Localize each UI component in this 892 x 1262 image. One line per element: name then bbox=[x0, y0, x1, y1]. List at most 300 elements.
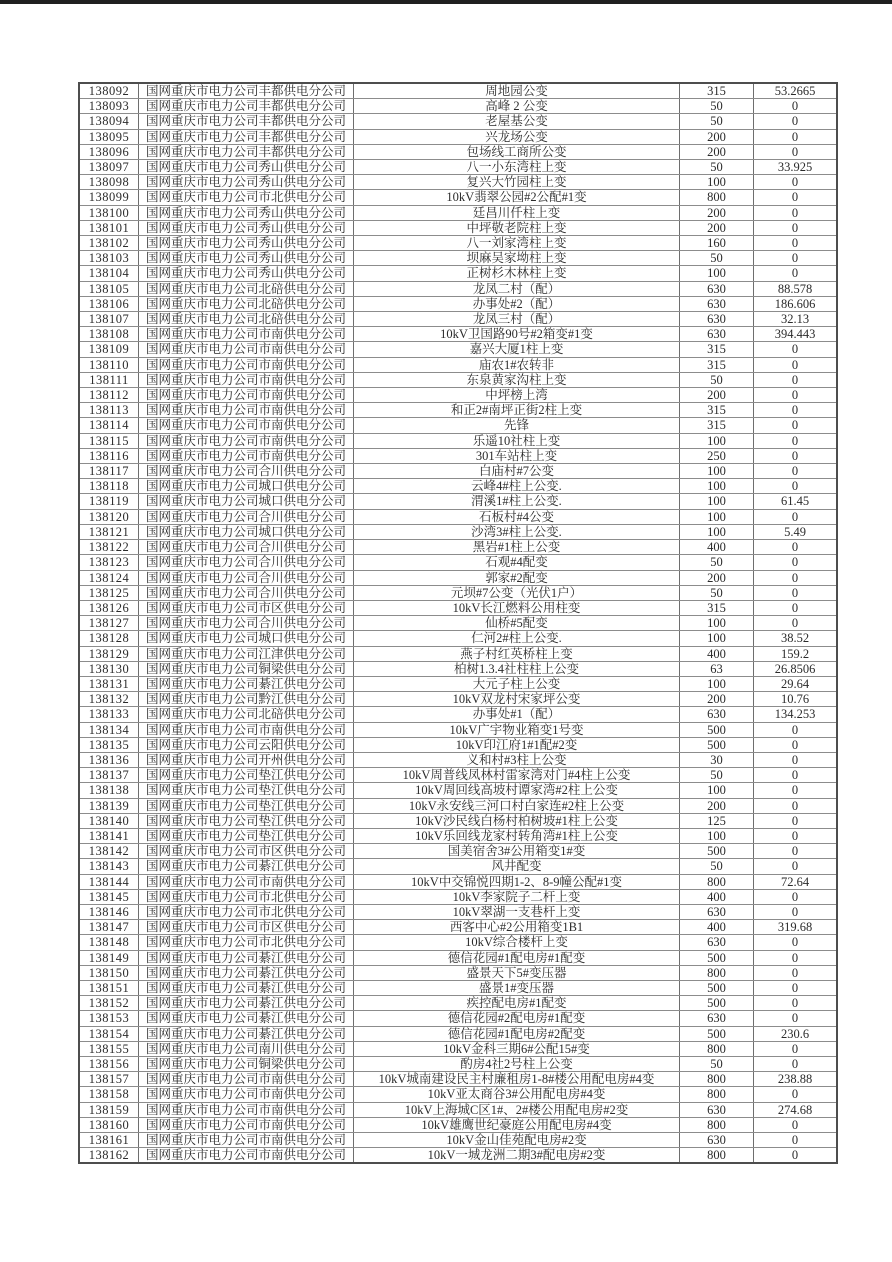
cell-company: 国网重庆市电力公司北碚供电分公司 bbox=[139, 296, 354, 311]
table-row bbox=[79, 1117, 837, 1132]
cell-station-name: 坝麻吴家坳柱上变 bbox=[354, 251, 680, 266]
cell-value: 0 bbox=[754, 904, 838, 919]
cell-station-name: 10kV金山佳苑配电房#2变 bbox=[354, 1133, 680, 1148]
cell-station-name: 中坪榜上湾 bbox=[354, 388, 680, 403]
cell-capacity: 125 bbox=[680, 813, 754, 828]
table-body bbox=[79, 83, 837, 1163]
cell-capacity: 100 bbox=[680, 631, 754, 646]
cell-value: 0 bbox=[754, 205, 838, 220]
cell-value: 0 bbox=[754, 540, 838, 555]
cell-company: 国网重庆市电力公司市南供电分公司 bbox=[139, 448, 354, 463]
cell-value: 394.443 bbox=[754, 327, 838, 342]
cell-company: 国网重庆市电力公司秀山供电分公司 bbox=[139, 236, 354, 251]
cell-capacity: 50 bbox=[680, 585, 754, 600]
cell-company: 国网重庆市电力公司市南供电分公司 bbox=[139, 1087, 354, 1102]
cell-station-name: 10kV沙民线白杨村柏树坡#1柱上公变 bbox=[354, 813, 680, 828]
cell-capacity: 630 bbox=[680, 1133, 754, 1148]
cell-value: 0 bbox=[754, 737, 838, 752]
cell-company: 国网重庆市电力公司秀山供电分公司 bbox=[139, 160, 354, 175]
cell-company: 国网重庆市电力公司垫江供电分公司 bbox=[139, 813, 354, 828]
cell-station-name: 周地园公变 bbox=[354, 83, 680, 99]
cell-company: 国网重庆市电力公司綦江供电分公司 bbox=[139, 965, 354, 980]
table-row bbox=[79, 296, 837, 311]
cell-value: 0 bbox=[754, 342, 838, 357]
table-row bbox=[79, 889, 837, 904]
cell-capacity: 200 bbox=[680, 220, 754, 235]
cell-capacity: 50 bbox=[680, 99, 754, 114]
cell-company: 国网重庆市电力公司垫江供电分公司 bbox=[139, 828, 354, 843]
cell-row-id: 138132 bbox=[79, 692, 139, 707]
cell-value: 0 bbox=[754, 980, 838, 995]
cell-station-name: 10kV中交锦悦四期1-2、8-9幢公配#1变 bbox=[354, 874, 680, 889]
cell-row-id: 138160 bbox=[79, 1117, 139, 1132]
cell-row-id: 138097 bbox=[79, 160, 139, 175]
table-row bbox=[79, 312, 837, 327]
cell-row-id: 138144 bbox=[79, 874, 139, 889]
cell-value: 0 bbox=[754, 889, 838, 904]
cell-station-name: 东泉黄家沟柱上变 bbox=[354, 372, 680, 387]
cell-value: 134.253 bbox=[754, 707, 838, 722]
cell-station-name: 兴龙场公变 bbox=[354, 129, 680, 144]
cell-value: 0 bbox=[754, 464, 838, 479]
cell-company: 国网重庆市电力公司市南供电分公司 bbox=[139, 1102, 354, 1117]
cell-station-name: 老屋基公变 bbox=[354, 114, 680, 129]
cell-value: 0 bbox=[754, 965, 838, 980]
cell-company: 国网重庆市电力公司城口供电分公司 bbox=[139, 631, 354, 646]
cell-station-name: 沙湾3#柱上公变. bbox=[354, 524, 680, 539]
table-row bbox=[79, 904, 837, 919]
table-row bbox=[79, 844, 837, 859]
cell-value: 38.52 bbox=[754, 631, 838, 646]
cell-row-id: 138126 bbox=[79, 600, 139, 615]
cell-value: 319.68 bbox=[754, 920, 838, 935]
cell-company: 国网重庆市电力公司市南供电分公司 bbox=[139, 1117, 354, 1132]
cell-station-name: 10kV综合楼杆上变 bbox=[354, 935, 680, 950]
cell-row-id: 138103 bbox=[79, 251, 139, 266]
cell-value: 0 bbox=[754, 372, 838, 387]
cell-capacity: 500 bbox=[680, 722, 754, 737]
cell-capacity: 100 bbox=[680, 266, 754, 281]
cell-capacity: 50 bbox=[680, 372, 754, 387]
cell-row-id: 138161 bbox=[79, 1133, 139, 1148]
cell-row-id: 138149 bbox=[79, 950, 139, 965]
cell-capacity: 630 bbox=[680, 312, 754, 327]
table-row bbox=[79, 980, 837, 995]
cell-row-id: 138140 bbox=[79, 813, 139, 828]
table-row bbox=[79, 631, 837, 646]
table-row bbox=[79, 813, 837, 828]
cell-row-id: 138094 bbox=[79, 114, 139, 129]
cell-row-id: 138114 bbox=[79, 418, 139, 433]
cell-row-id: 138100 bbox=[79, 205, 139, 220]
table-row bbox=[79, 464, 837, 479]
cell-company: 国网重庆市电力公司市南供电分公司 bbox=[139, 1072, 354, 1087]
cell-capacity: 100 bbox=[680, 479, 754, 494]
cell-station-name: 郭家#2配变 bbox=[354, 570, 680, 585]
cell-capacity: 500 bbox=[680, 1026, 754, 1041]
cell-value: 33.925 bbox=[754, 160, 838, 175]
cell-value: 0 bbox=[754, 220, 838, 235]
cell-row-id: 138118 bbox=[79, 479, 139, 494]
cell-company: 国网重庆市电力公司市区供电分公司 bbox=[139, 600, 354, 615]
cell-company: 国网重庆市电力公司丰都供电分公司 bbox=[139, 144, 354, 159]
cell-company: 国网重庆市电力公司市南供电分公司 bbox=[139, 372, 354, 387]
cell-station-name: 10kV广宇物业箱变1号变 bbox=[354, 722, 680, 737]
cell-capacity: 315 bbox=[680, 83, 754, 99]
cell-station-name: 10kV雄鹰世纪豪庭公用配电房#4变 bbox=[354, 1117, 680, 1132]
cell-company: 国网重庆市电力公司市北供电分公司 bbox=[139, 190, 354, 205]
cell-company: 国网重庆市电力公司秀山供电分公司 bbox=[139, 251, 354, 266]
cell-company: 国网重庆市电力公司合川供电分公司 bbox=[139, 616, 354, 631]
table-row bbox=[79, 585, 837, 600]
cell-company: 国网重庆市电力公司垫江供电分公司 bbox=[139, 798, 354, 813]
cell-row-id: 138092 bbox=[79, 83, 139, 99]
cell-company: 国网重庆市电力公司垫江供电分公司 bbox=[139, 768, 354, 783]
cell-company: 国网重庆市电力公司綦江供电分公司 bbox=[139, 859, 354, 874]
cell-capacity: 630 bbox=[680, 904, 754, 919]
table-row bbox=[79, 798, 837, 813]
table-row bbox=[79, 114, 837, 129]
table-row bbox=[79, 859, 837, 874]
table-row bbox=[79, 448, 837, 463]
table-row bbox=[79, 479, 837, 494]
cell-row-id: 138136 bbox=[79, 752, 139, 767]
table-row bbox=[79, 935, 837, 950]
cell-row-id: 138096 bbox=[79, 144, 139, 159]
cell-row-id: 138139 bbox=[79, 798, 139, 813]
cell-company: 国网重庆市电力公司北碚供电分公司 bbox=[139, 312, 354, 327]
cell-company: 国网重庆市电力公司市南供电分公司 bbox=[139, 1133, 354, 1148]
cell-value: 0 bbox=[754, 798, 838, 813]
table-row bbox=[79, 1026, 837, 1041]
cell-row-id: 138093 bbox=[79, 99, 139, 114]
cell-capacity: 800 bbox=[680, 1072, 754, 1087]
cell-station-name: 德信花园#1配电房#1配变 bbox=[354, 950, 680, 965]
cell-company: 国网重庆市电力公司市南供电分公司 bbox=[139, 1148, 354, 1164]
cell-company: 国网重庆市电力公司黔江供电分公司 bbox=[139, 692, 354, 707]
cell-company: 国网重庆市电力公司城口供电分公司 bbox=[139, 479, 354, 494]
cell-capacity: 200 bbox=[680, 144, 754, 159]
cell-company: 国网重庆市电力公司市南供电分公司 bbox=[139, 327, 354, 342]
cell-station-name: 德信花园#2配电房#1配变 bbox=[354, 1011, 680, 1026]
cell-value: 0 bbox=[754, 1011, 838, 1026]
table-row bbox=[79, 1057, 837, 1072]
cell-row-id: 138137 bbox=[79, 768, 139, 783]
table-row bbox=[79, 1072, 837, 1087]
cell-capacity: 400 bbox=[680, 920, 754, 935]
cell-station-name: 10kV李家院子二杆上变 bbox=[354, 889, 680, 904]
cell-capacity: 160 bbox=[680, 236, 754, 251]
cell-value: 32.13 bbox=[754, 312, 838, 327]
cell-station-name: 10kV翠湖一支巷杆上变 bbox=[354, 904, 680, 919]
cell-station-name: 先锋 bbox=[354, 418, 680, 433]
table-row bbox=[79, 616, 837, 631]
cell-value: 0 bbox=[754, 114, 838, 129]
table-row bbox=[79, 251, 837, 266]
table-row bbox=[79, 1041, 837, 1056]
cell-value: 0 bbox=[754, 388, 838, 403]
cell-value: 0 bbox=[754, 1117, 838, 1132]
cell-station-name: 廷昌川仟柱上变 bbox=[354, 205, 680, 220]
cell-station-name: 黑岩#1柱上公变 bbox=[354, 540, 680, 555]
cell-value: 186.606 bbox=[754, 296, 838, 311]
table-row bbox=[79, 768, 837, 783]
cell-value: 0 bbox=[754, 1041, 838, 1056]
table-row bbox=[79, 874, 837, 889]
cell-company: 国网重庆市电力公司北碚供电分公司 bbox=[139, 281, 354, 296]
cell-value: 0 bbox=[754, 1148, 838, 1164]
cell-company: 国网重庆市电力公司市南供电分公司 bbox=[139, 342, 354, 357]
cell-capacity: 630 bbox=[680, 935, 754, 950]
cell-value: 0 bbox=[754, 175, 838, 190]
cell-capacity: 315 bbox=[680, 342, 754, 357]
cell-capacity: 800 bbox=[680, 1117, 754, 1132]
cell-station-name: 10kV周普线凤林村雷家湾对门#4柱上公变 bbox=[354, 768, 680, 783]
cell-row-id: 138115 bbox=[79, 433, 139, 448]
cell-row-id: 138108 bbox=[79, 327, 139, 342]
cell-station-name: 10kV翡翠公园#2公配#1变 bbox=[354, 190, 680, 205]
cell-station-name: 正树杉木林柱上变 bbox=[354, 266, 680, 281]
cell-value: 0 bbox=[754, 752, 838, 767]
table-row bbox=[79, 236, 837, 251]
cell-company: 国网重庆市电力公司合川供电分公司 bbox=[139, 555, 354, 570]
table-row bbox=[79, 342, 837, 357]
cell-company: 国网重庆市电力公司市区供电分公司 bbox=[139, 844, 354, 859]
cell-value: 0 bbox=[754, 266, 838, 281]
cell-value: 61.45 bbox=[754, 494, 838, 509]
cell-value: 0 bbox=[754, 585, 838, 600]
cell-station-name: 包场线工商所公变 bbox=[354, 144, 680, 159]
cell-station-name: 10kV周回线高坡村谭家湾#2柱上公变 bbox=[354, 783, 680, 798]
cell-station-name: 10kV乐回线龙家村转角湾#1柱上公变 bbox=[354, 828, 680, 843]
cell-capacity: 630 bbox=[680, 707, 754, 722]
cell-capacity: 100 bbox=[680, 616, 754, 631]
cell-capacity: 63 bbox=[680, 661, 754, 676]
cell-station-name: 办事处#2（配） bbox=[354, 296, 680, 311]
table-row bbox=[79, 828, 837, 843]
table-row bbox=[79, 965, 837, 980]
table-row bbox=[79, 752, 837, 767]
cell-company: 国网重庆市电力公司秀山供电分公司 bbox=[139, 205, 354, 220]
table-row bbox=[79, 1133, 837, 1148]
cell-capacity: 400 bbox=[680, 540, 754, 555]
cell-capacity: 100 bbox=[680, 433, 754, 448]
cell-row-id: 138124 bbox=[79, 570, 139, 585]
cell-company: 国网重庆市电力公司市北供电分公司 bbox=[139, 904, 354, 919]
cell-value: 0 bbox=[754, 616, 838, 631]
cell-row-id: 138098 bbox=[79, 175, 139, 190]
cell-row-id: 138111 bbox=[79, 372, 139, 387]
cell-capacity: 630 bbox=[680, 281, 754, 296]
cell-company: 国网重庆市电力公司市南供电分公司 bbox=[139, 388, 354, 403]
cell-row-id: 138151 bbox=[79, 980, 139, 995]
cell-capacity: 100 bbox=[680, 783, 754, 798]
cell-station-name: 仁河2#柱上公变. bbox=[354, 631, 680, 646]
cell-capacity: 500 bbox=[680, 996, 754, 1011]
cell-row-id: 138155 bbox=[79, 1041, 139, 1056]
cell-row-id: 138134 bbox=[79, 722, 139, 737]
cell-row-id: 138133 bbox=[79, 707, 139, 722]
cell-station-name: 八一小东湾柱上变 bbox=[354, 160, 680, 175]
table-row bbox=[79, 129, 837, 144]
cell-capacity: 400 bbox=[680, 889, 754, 904]
cell-station-name: 乐遥10社柱上变 bbox=[354, 433, 680, 448]
cell-value: 0 bbox=[754, 403, 838, 418]
cell-value: 0 bbox=[754, 1087, 838, 1102]
cell-row-id: 138159 bbox=[79, 1102, 139, 1117]
cell-capacity: 630 bbox=[680, 327, 754, 342]
cell-station-name: 八一刘家湾柱上变 bbox=[354, 236, 680, 251]
cell-company: 国网重庆市电力公司云阳供电分公司 bbox=[139, 737, 354, 752]
cell-row-id: 138107 bbox=[79, 312, 139, 327]
cell-capacity: 800 bbox=[680, 1041, 754, 1056]
cell-station-name: 10kV城南建设民主村廉租房1-8#楼公用配电房#4变 bbox=[354, 1072, 680, 1087]
cell-company: 国网重庆市电力公司合川供电分公司 bbox=[139, 540, 354, 555]
cell-capacity: 100 bbox=[680, 524, 754, 539]
table-row bbox=[79, 555, 837, 570]
cell-station-name: 10kV卫国路90号#2箱变#1变 bbox=[354, 327, 680, 342]
table-row bbox=[79, 783, 837, 798]
cell-capacity: 500 bbox=[680, 844, 754, 859]
cell-station-name: 疾控配电房#1配变 bbox=[354, 996, 680, 1011]
table-row bbox=[79, 661, 837, 676]
cell-capacity: 200 bbox=[680, 388, 754, 403]
cell-row-id: 138105 bbox=[79, 281, 139, 296]
cell-row-id: 138106 bbox=[79, 296, 139, 311]
cell-company: 国网重庆市电力公司合川供电分公司 bbox=[139, 509, 354, 524]
cell-company: 国网重庆市电力公司南川供电分公司 bbox=[139, 1041, 354, 1056]
cell-capacity: 800 bbox=[680, 874, 754, 889]
table-row bbox=[79, 722, 837, 737]
cell-company: 国网重庆市电力公司市南供电分公司 bbox=[139, 403, 354, 418]
table-row bbox=[79, 266, 837, 281]
cell-station-name: 西客中心#2公用箱变1B1 bbox=[354, 920, 680, 935]
cell-station-name: 白庙村#7公变 bbox=[354, 464, 680, 479]
cell-row-id: 138129 bbox=[79, 646, 139, 661]
cell-row-id: 138125 bbox=[79, 585, 139, 600]
cell-capacity: 50 bbox=[680, 555, 754, 570]
cell-row-id: 138104 bbox=[79, 266, 139, 281]
table-row bbox=[79, 646, 837, 661]
table-row bbox=[79, 920, 837, 935]
cell-company: 国网重庆市电力公司市北供电分公司 bbox=[139, 889, 354, 904]
cell-row-id: 138102 bbox=[79, 236, 139, 251]
cell-capacity: 200 bbox=[680, 692, 754, 707]
cell-capacity: 50 bbox=[680, 114, 754, 129]
cell-value: 0 bbox=[754, 555, 838, 570]
cell-company: 国网重庆市电力公司丰都供电分公司 bbox=[139, 114, 354, 129]
cell-value: 0 bbox=[754, 418, 838, 433]
cell-capacity: 200 bbox=[680, 798, 754, 813]
cell-row-id: 138138 bbox=[79, 783, 139, 798]
cell-value: 5.49 bbox=[754, 524, 838, 539]
table-row bbox=[79, 327, 837, 342]
cell-station-name: 大元子柱上公变 bbox=[354, 676, 680, 691]
cell-value: 72.64 bbox=[754, 874, 838, 889]
table-row bbox=[79, 418, 837, 433]
cell-row-id: 138099 bbox=[79, 190, 139, 205]
cell-value: 0 bbox=[754, 129, 838, 144]
cell-row-id: 138162 bbox=[79, 1148, 139, 1164]
table-row bbox=[79, 1087, 837, 1102]
cell-station-name: 龙凤三村（配） bbox=[354, 312, 680, 327]
cell-company: 国网重庆市电力公司秀山供电分公司 bbox=[139, 220, 354, 235]
cell-station-name: 10kV上海城C区1#、2#楼公用配电房#2变 bbox=[354, 1102, 680, 1117]
cell-value: 0 bbox=[754, 935, 838, 950]
cell-value: 29.64 bbox=[754, 676, 838, 691]
cell-station-name: 庙农1#农转非 bbox=[354, 357, 680, 372]
cell-row-id: 138150 bbox=[79, 965, 139, 980]
cell-capacity: 315 bbox=[680, 403, 754, 418]
cell-value: 53.2665 bbox=[754, 83, 838, 99]
cell-capacity: 250 bbox=[680, 448, 754, 463]
cell-row-id: 138153 bbox=[79, 1011, 139, 1026]
cell-value: 0 bbox=[754, 768, 838, 783]
cell-station-name: 10kV双龙村宋家坪公变 bbox=[354, 692, 680, 707]
table-row bbox=[79, 99, 837, 114]
cell-station-name: 义和村#3柱上公变 bbox=[354, 752, 680, 767]
cell-capacity: 800 bbox=[680, 1087, 754, 1102]
cell-value: 230.6 bbox=[754, 1026, 838, 1041]
cell-company: 国网重庆市电力公司垫江供电分公司 bbox=[139, 783, 354, 798]
cell-capacity: 800 bbox=[680, 1148, 754, 1164]
table-row bbox=[79, 950, 837, 965]
cell-row-id: 138131 bbox=[79, 676, 139, 691]
cell-company: 国网重庆市电力公司市区供电分公司 bbox=[139, 920, 354, 935]
cell-value: 0 bbox=[754, 844, 838, 859]
table-row bbox=[79, 1011, 837, 1026]
cell-value: 0 bbox=[754, 783, 838, 798]
cell-row-id: 138142 bbox=[79, 844, 139, 859]
table-row bbox=[79, 403, 837, 418]
cell-value: 274.68 bbox=[754, 1102, 838, 1117]
cell-company: 国网重庆市电力公司北碚供电分公司 bbox=[139, 707, 354, 722]
cell-value: 26.8506 bbox=[754, 661, 838, 676]
table-row bbox=[79, 190, 837, 205]
cell-value: 0 bbox=[754, 99, 838, 114]
cell-company: 国网重庆市电力公司市南供电分公司 bbox=[139, 357, 354, 372]
cell-company: 国网重庆市电力公司市南供电分公司 bbox=[139, 418, 354, 433]
cell-station-name: 高峰 2 公变 bbox=[354, 99, 680, 114]
cell-row-id: 138123 bbox=[79, 555, 139, 570]
cell-value: 159.2 bbox=[754, 646, 838, 661]
cell-value: 0 bbox=[754, 448, 838, 463]
table-row bbox=[79, 1148, 837, 1164]
table-row bbox=[79, 540, 837, 555]
cell-row-id: 138146 bbox=[79, 904, 139, 919]
cell-capacity: 200 bbox=[680, 129, 754, 144]
cell-capacity: 630 bbox=[680, 296, 754, 311]
cell-value: 0 bbox=[754, 479, 838, 494]
table-row bbox=[79, 676, 837, 691]
cell-row-id: 138095 bbox=[79, 129, 139, 144]
cell-row-id: 138119 bbox=[79, 494, 139, 509]
cell-value: 0 bbox=[754, 859, 838, 874]
cell-station-name: 龙凤二村（配） bbox=[354, 281, 680, 296]
cell-station-name: 盛景1#变压器 bbox=[354, 980, 680, 995]
cell-value: 0 bbox=[754, 600, 838, 615]
cell-capacity: 800 bbox=[680, 965, 754, 980]
cell-company: 国网重庆市电力公司市南供电分公司 bbox=[139, 874, 354, 889]
cell-row-id: 138128 bbox=[79, 631, 139, 646]
cell-company: 国网重庆市电力公司綦江供电分公司 bbox=[139, 1026, 354, 1041]
cell-value: 0 bbox=[754, 828, 838, 843]
table-row bbox=[79, 144, 837, 159]
cell-station-name: 柏树1.3.4社柱柱上公变 bbox=[354, 661, 680, 676]
cell-capacity: 100 bbox=[680, 828, 754, 843]
cell-company: 国网重庆市电力公司市南供电分公司 bbox=[139, 722, 354, 737]
table-row bbox=[79, 281, 837, 296]
